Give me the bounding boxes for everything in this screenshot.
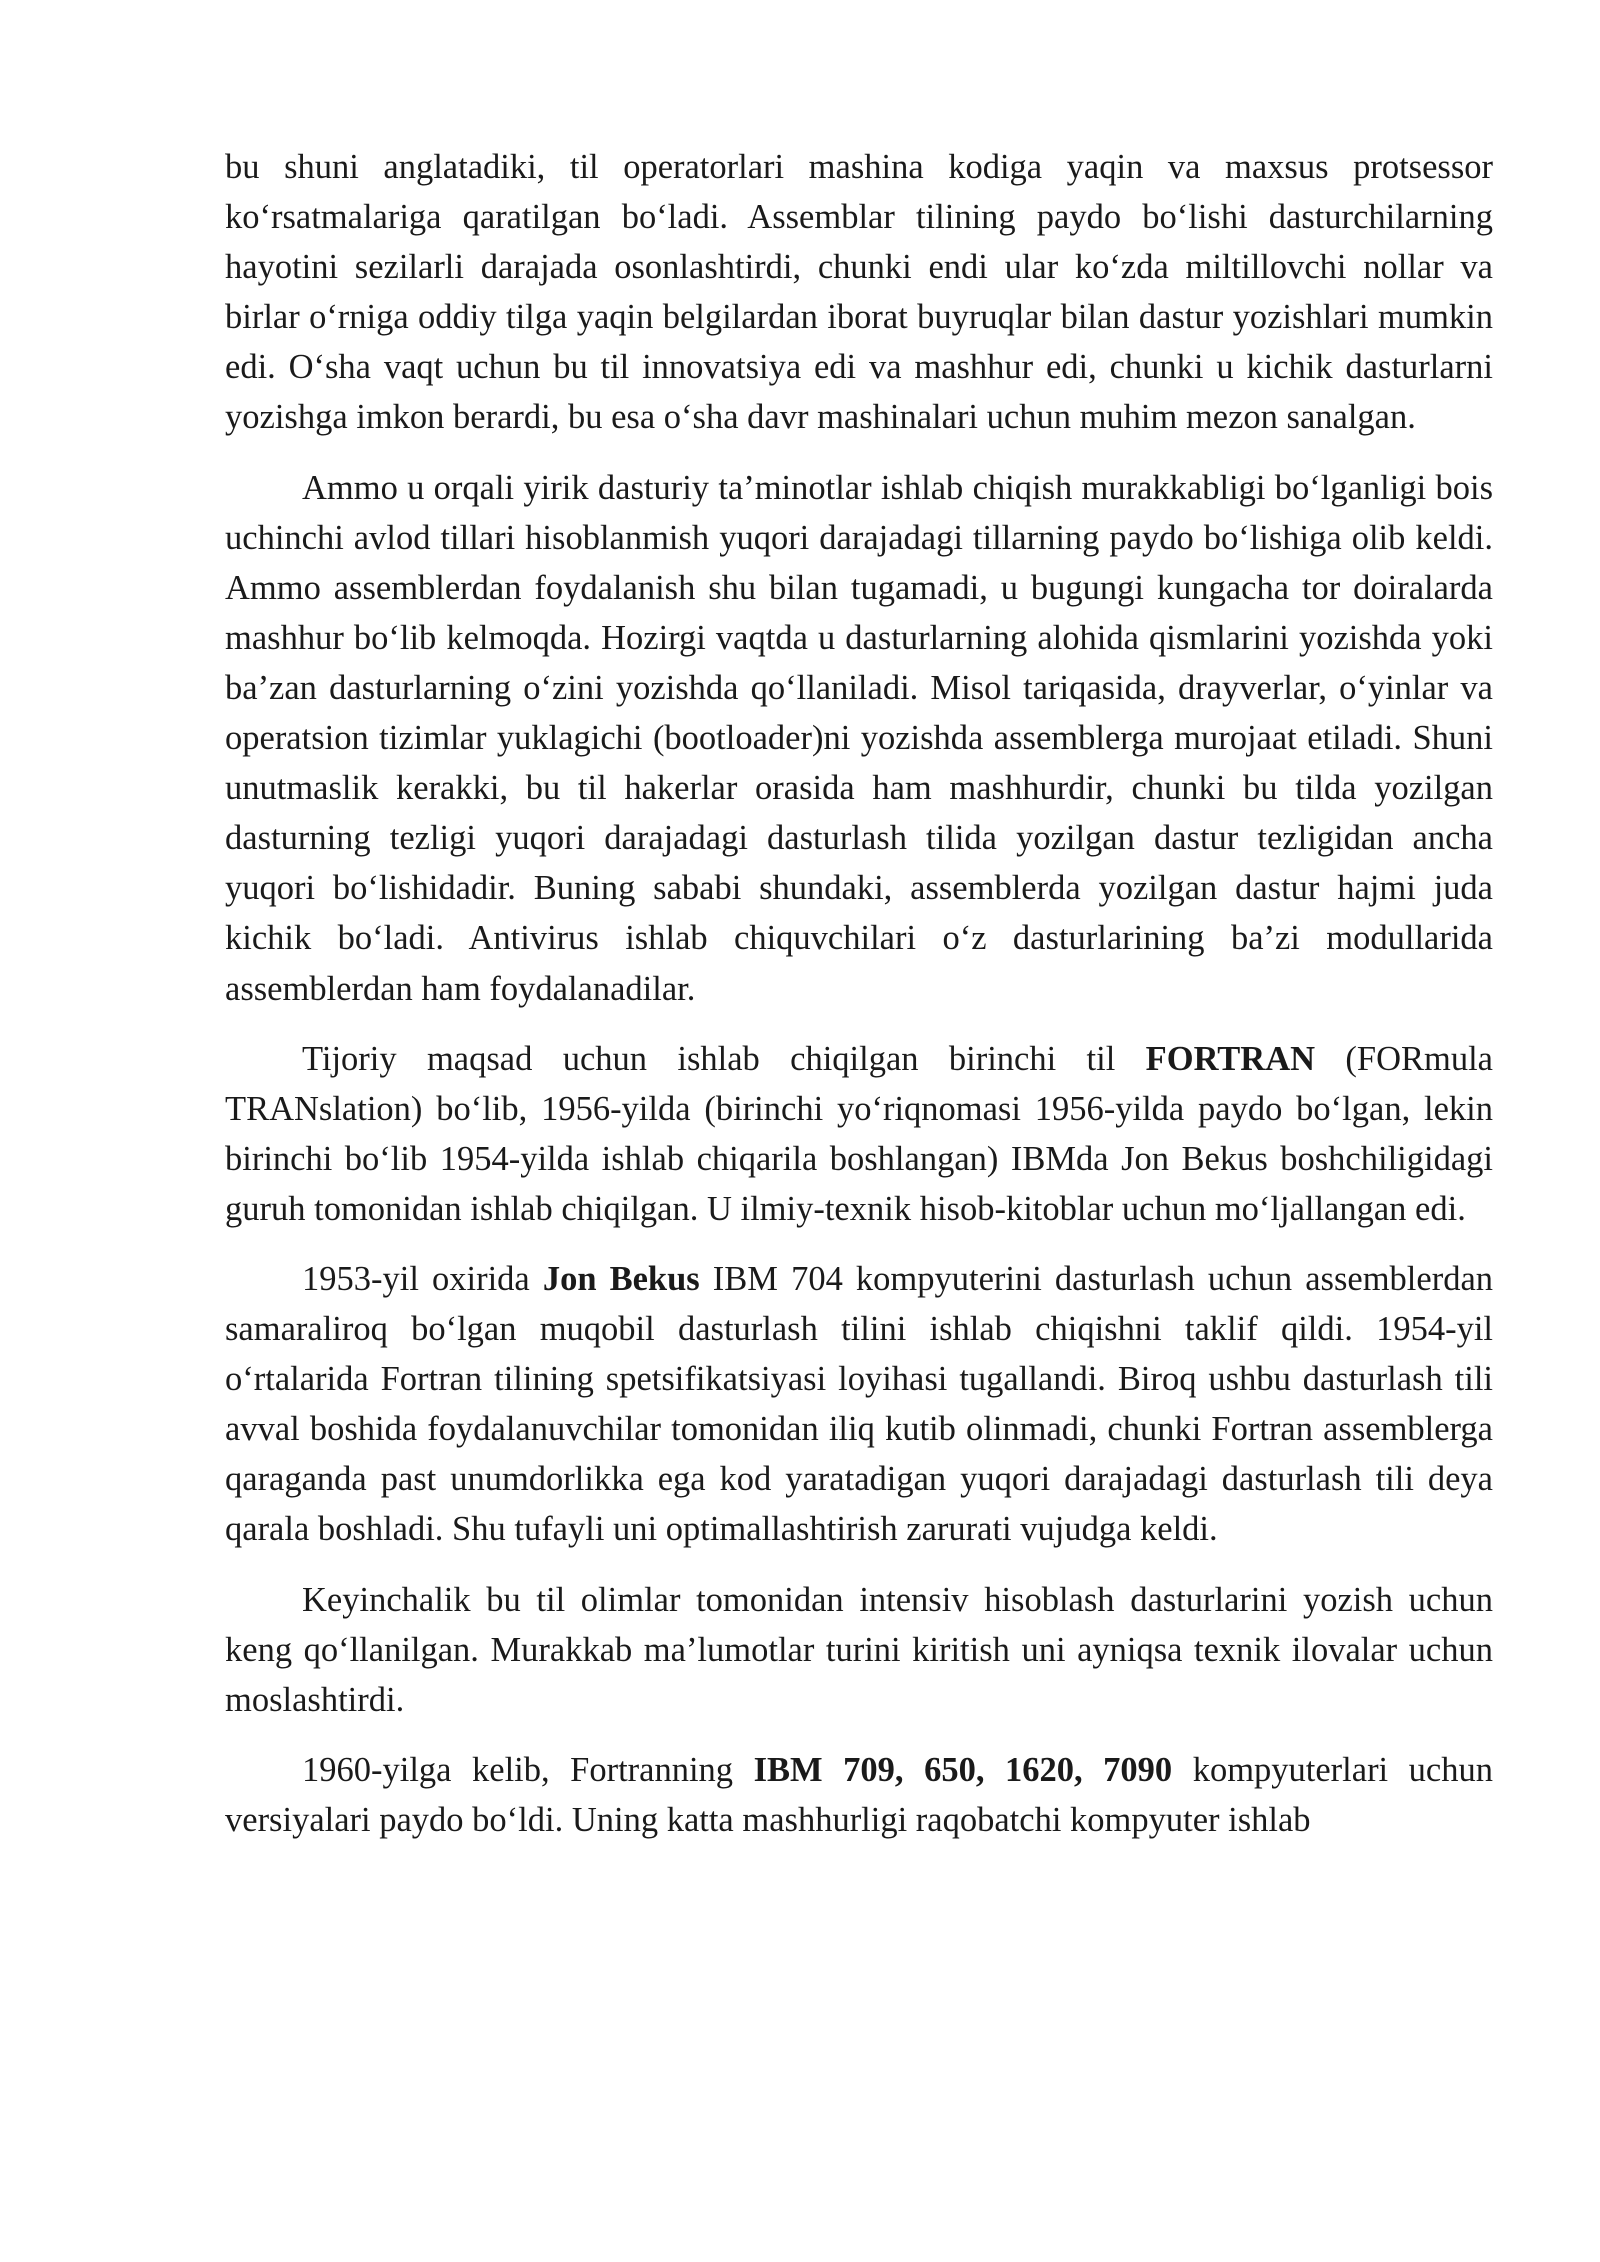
paragraph-4 xyxy=(225,1254,1493,1555)
paragraph-6 xyxy=(225,1745,1493,1845)
paragraph-text: Ammo u orqali yirik dasturiy ta’minotlar ishlab chiqish murakkabligi bo‘lganligi bois uchinchi avlod tillari hisoblanmish yuqori darajadagi tillarning paydo bo‘lishiga olib keldi. Ammo assemblerdan foydalanish shu bilan tugamadi, u bugungi kungacha tor doiralarda mashhur bo‘lib kelmoqda. Hozirgi vaqtda u dasturlarning alohida qismlarini yozishda yoki ba’zan dasturlarning o‘zini yozishda qo‘llaniladi. Misol tariqasida, drayverlar, o‘yinlar va operatsion tizimlar yuklagichi (bootloader)ni yozishda assemblerga murojaat etiladi. Shuni unutmaslik kerakki, bu til hakerlar orasida ham mashhurdir, chunki bu tilda yozilgan dasturning tezligi yuqori darajadagi dasturlash tilida yozilgan dastur tezligidan ancha yuqori bo‘lishidadir. Buning sababi shundaki, assemblerda yozilgan dastur hajmi juda kichik bo‘ladi. Antivirus ishlab chiquvchilari o‘z dasturlarining ba’zi modullarida assemblerdan ham foydalanadilar. xyxy=(225,468,1493,1008)
paragraph-text: 1960-yilga kelib, Fortranning xyxy=(302,1750,754,1789)
paragraph-text: IBM 704 kompyuterini dasturlash uchun assemblerdan samaraliroq bo‘lgan muqobil dasturlash tilini ishlab chiqishni taklif qildi. 1954-yil o‘rtalarida Fortran tilining spetsifikatsiyasi loyihasi tugallandi. Biroq ushbu dasturlash tili avval boshida foydalanuvchilar tomonidan iliq kutib olinmadi, chunki Fortran assemblerga qaraganda past unumdorlikka ega kod yaratadigan yuqori darajadagi dasturlash tili deya qarala boshladi. Shu tufayli uni optimallashtirish zarurati vujudga keldi. xyxy=(225,1259,1494,1549)
bold-term-fortran: FORTRAN xyxy=(1145,1039,1316,1078)
paragraph-text: (FORmula TRANslation) bo‘lib, 1956-yilda (birinchi yo‘riqnomasi 1956-yilda paydo bo‘lgan, lekin birinchi bo‘lib 1954-yilda ishlab chiqarila boshlangan) IBMda Jon Bekus boshchiligidagi guruh tomonidan ishlab chiqilgan. U ilmiy-texnik hisob-kitoblar uchun mo‘ljallangan edi. xyxy=(225,1039,1493,1228)
paragraph-5 xyxy=(225,1575,1493,1725)
paragraph-text: kompyuterlari uchun versiyalari paydo bo‘ldi. Uning katta mashhurligi raqobatchi kompyuter ishlab xyxy=(225,1750,1493,1839)
paragraph-text: Tijoriy maqsad uchun ishlab chiqilgan birinchi til xyxy=(302,1039,1146,1078)
paragraph-text: 1953-yil oxirida xyxy=(302,1259,543,1298)
paragraph-2 xyxy=(225,463,1493,1014)
document-page xyxy=(225,142,1493,1865)
paragraph-1 xyxy=(225,142,1493,443)
bold-term-jon-bekus: Jon Bekus xyxy=(542,1259,700,1298)
paragraph-3 xyxy=(225,1034,1493,1234)
paragraph-text: Keyinchalik bu til olimlar tomonidan intensiv hisoblash dasturlarini yozish uchun keng qo‘llanilgan. Murakkab ma’lumotlar turini kiritish uni ayniqsa texnik ilovalar uchun moslashtirdi. xyxy=(225,1580,1493,1719)
bold-term-ibm-models: IBM 709, 650, 1620, 7090 xyxy=(753,1750,1173,1789)
paragraph-text: bu shuni anglatadiki, til operatorlari mashina kodiga yaqin va maxsus protsessor ko‘rsatmalariga qaratilgan bo‘ladi. Assemblar tilining paydo bo‘lishi dasturchilarning hayotini sezilarli darajada osonlashtirdi, chunki endi ular ko‘zda miltillovchi nollar va birlar o‘rniga oddiy tilga yaqin belgilardan iborat buyruqlar bilan dastur yozishlari mumkin edi. O‘sha vaqt uchun bu til innovatsiya edi va mashhur edi, chunki u kichik dasturlarni yozishga imkon berardi, bu esa o‘sha davr mashinalari uchun muhim mezon sanalgan. xyxy=(225,148,1493,437)
